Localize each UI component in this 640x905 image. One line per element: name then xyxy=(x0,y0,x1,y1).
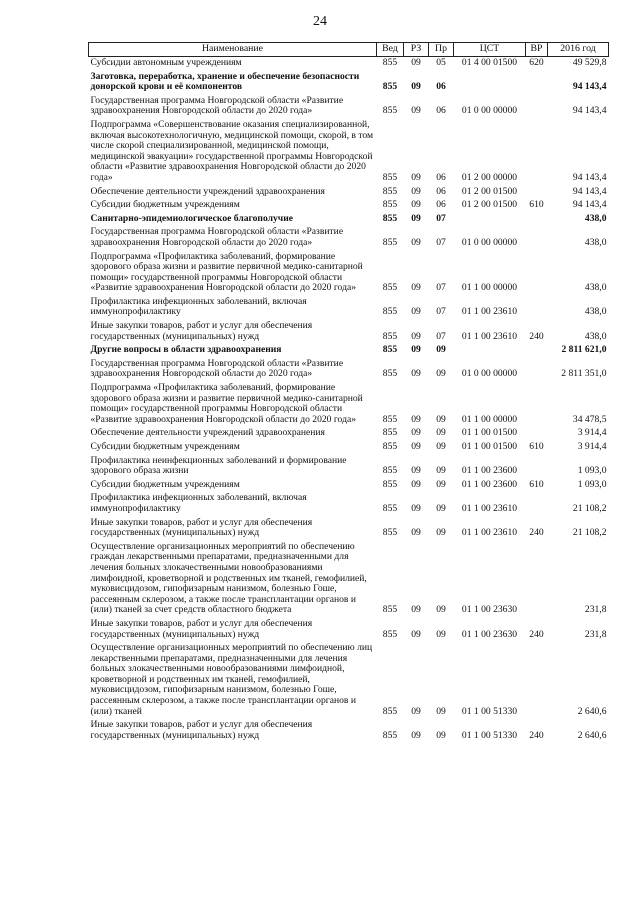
row-rz: 09 xyxy=(411,465,421,477)
table-row xyxy=(89,479,609,493)
row-pr: 07 xyxy=(436,306,446,318)
row-rz: 09 xyxy=(411,344,421,356)
row-cst: 01 1 00 23600 xyxy=(461,478,518,490)
row-name: Заготовка, переработка, хранение и обеспечение безопасности донорской крови и её компонентов xyxy=(90,70,360,93)
row-amount: 438,0 xyxy=(584,236,607,248)
row-pr: 07 xyxy=(436,212,446,224)
row-ved: 855 xyxy=(382,604,398,616)
row-ved: 855 xyxy=(382,57,398,68)
row-pr: 09 xyxy=(436,705,446,717)
row-ved: 855 xyxy=(382,171,398,183)
row-cst: 01 1 00 23600 xyxy=(461,465,518,477)
table-row xyxy=(89,186,609,200)
column-header-cst: ЦСТ xyxy=(454,43,526,57)
table-row xyxy=(89,57,609,71)
row-cst: 01 0 00 00000 xyxy=(461,236,518,248)
row-vr xyxy=(526,382,548,427)
row-ved: 855 xyxy=(382,705,398,717)
row-vr xyxy=(526,226,548,250)
row-cst: 01 1 00 23630 xyxy=(461,604,518,616)
row-rz: 09 xyxy=(411,171,421,183)
row-ved: 855 xyxy=(382,441,398,452)
row-rz: 09 xyxy=(411,527,421,539)
row-vr xyxy=(526,296,548,320)
row-pr: 06 xyxy=(436,199,446,211)
row-cst: 01 1 00 00000 xyxy=(461,282,518,294)
row-pr: 09 xyxy=(436,604,446,616)
row-vr xyxy=(526,455,548,479)
table-row xyxy=(89,320,609,344)
row-ved: 855 xyxy=(382,282,398,294)
row-amount: 94 143,4 xyxy=(572,81,607,93)
row-amount: 438,0 xyxy=(584,330,607,342)
row-pr: 09 xyxy=(436,441,446,452)
row-vr xyxy=(526,119,548,186)
row-pr: 06 xyxy=(436,171,446,183)
column-header-rz: РЗ xyxy=(404,43,429,57)
row-amount: 94 143,4 xyxy=(572,185,607,197)
row-amount: 2 811 621,0 xyxy=(561,344,607,356)
row-pr: 09 xyxy=(436,427,446,439)
table-row xyxy=(89,517,609,541)
row-pr: 09 xyxy=(436,344,446,356)
row-rz: 09 xyxy=(411,729,421,741)
row-ved: 855 xyxy=(382,368,398,380)
row-ved: 855 xyxy=(382,199,398,211)
row-amount: 2 811 351,0 xyxy=(561,368,607,380)
row-vr: 610 xyxy=(529,199,544,211)
row-rz: 09 xyxy=(411,236,421,248)
row-cst: 01 4 00 01500 xyxy=(461,57,518,68)
row-ved: 855 xyxy=(382,185,398,197)
row-ved: 855 xyxy=(382,427,398,439)
row-cst: 01 1 00 23630 xyxy=(461,628,518,640)
row-ved: 855 xyxy=(382,330,398,342)
row-name: Осуществление организационных мероприятий по обеспечению граждан лекарственными препаратами, предназначенными для лечения больных злокачественными новообразованиями лимфоидной, кроветворной и родственных им тканей, гемофилией, муковисцидозом, гипофизарным нанизмом, болезнью Гоше, рассеянным склерозом, а также после трансплантации органов и (или) тканей за счет средств областного бюджета xyxy=(90,540,367,616)
row-rz: 09 xyxy=(411,81,421,93)
table-row xyxy=(89,455,609,479)
row-cst: 01 1 00 23610 xyxy=(461,502,518,514)
row-amount: 438,0 xyxy=(584,306,607,318)
row-pr: 09 xyxy=(436,502,446,514)
row-name: Подпрограмма «Профилактика заболеваний, формирование здорового образа жизни и развитие первичной медико-санитарной помощи» государственной программы Новгородской области «Развитие здравоохранения Новгородской области до 2020 года» xyxy=(90,250,363,294)
row-ved: 855 xyxy=(382,527,398,539)
row-vr xyxy=(526,492,548,516)
row-amount: 1 093,0 xyxy=(577,465,607,477)
row-name: Иные закупки товаров, работ и услуг для обеспечения государственных (муниципальных) нужд xyxy=(90,617,313,640)
row-name: Государственная программа Новгородской области «Развитие здравоохранения Новгородской области до 2020 года» xyxy=(90,226,344,248)
row-rz: 09 xyxy=(411,330,421,342)
table-row xyxy=(89,199,609,213)
row-amount: 438,0 xyxy=(584,282,607,294)
row-name: Иные закупки товаров, работ и услуг для обеспечения государственных (муниципальных) нужд xyxy=(90,719,313,741)
row-amount: 231,8 xyxy=(584,628,607,640)
row-ved: 855 xyxy=(382,413,398,425)
row-name: Иные закупки товаров, работ и услуг для обеспечения государственных (муниципальных) нужд xyxy=(90,516,313,539)
row-rz: 09 xyxy=(411,57,421,68)
row-name: Другие вопросы в области здравоохранения xyxy=(90,344,282,356)
row-cst xyxy=(454,213,526,227)
row-rz: 09 xyxy=(411,413,421,425)
row-name: Субсидии автономным учреждениям xyxy=(90,57,242,68)
row-amount: 2 640,6 xyxy=(577,705,607,717)
row-vr: 610 xyxy=(529,441,544,452)
row-amount: 438,0 xyxy=(584,212,607,224)
row-amount: 3 914,4 xyxy=(577,441,607,452)
table-row xyxy=(89,618,609,642)
row-ved: 855 xyxy=(382,729,398,741)
row-rz: 09 xyxy=(411,368,421,380)
row-vr: 240 xyxy=(529,330,544,342)
row-vr xyxy=(526,71,548,95)
row-rz: 09 xyxy=(411,628,421,640)
row-vr xyxy=(526,642,548,719)
table-row xyxy=(89,71,609,95)
row-vr xyxy=(526,213,548,227)
table-row xyxy=(89,358,609,382)
row-pr: 06 xyxy=(436,185,446,197)
row-name: Профилактика инфекционных заболеваний, включая иммунопрофилактику xyxy=(90,492,307,514)
table-row xyxy=(89,441,609,455)
row-vr xyxy=(526,358,548,382)
row-name: Обеспечение деятельности учреждений здравоохранения xyxy=(90,427,325,439)
row-cst xyxy=(454,71,526,95)
row-pr: 09 xyxy=(436,413,446,425)
row-rz: 09 xyxy=(411,212,421,224)
table-row xyxy=(89,492,609,516)
row-cst: 01 0 00 00000 xyxy=(461,105,518,117)
row-ved: 855 xyxy=(382,478,398,490)
row-rz: 09 xyxy=(411,705,421,717)
row-rz: 09 xyxy=(411,105,421,117)
row-ved: 855 xyxy=(382,465,398,477)
table-row xyxy=(89,541,609,618)
row-amount: 3 914,4 xyxy=(577,427,607,439)
row-cst: 01 1 00 51330 xyxy=(461,729,518,741)
row-amount: 21 108,2 xyxy=(572,502,607,514)
row-name: Обеспечение деятельности учреждений здравоохранения xyxy=(90,185,325,197)
row-name: Субсидии бюджетным учреждениям xyxy=(90,441,240,452)
row-vr: 240 xyxy=(529,527,544,539)
row-ved: 855 xyxy=(382,81,398,93)
row-name: Подпрограмма «Совершенствование оказания специализированной, включая высокотехнологичную, медицинской помощи, скорой, в том числе скорой специализированной, медицинской помощи, медицинской эвакуации» государственной программы Новгородской области «Развитие здравоохранения Новгородской области до 2020 года» xyxy=(90,118,374,183)
row-rz: 09 xyxy=(411,604,421,616)
row-name: Государственная программа Новгородской области «Развитие здравоохранения Новгородской области до 2020 года» xyxy=(90,94,344,117)
row-ved: 855 xyxy=(382,502,398,514)
row-rz: 09 xyxy=(411,282,421,294)
table-row xyxy=(89,382,609,427)
row-vr: 240 xyxy=(529,628,544,640)
row-cst: 01 1 00 23610 xyxy=(461,527,518,539)
column-header-name: Наименование xyxy=(89,43,377,57)
row-ved: 855 xyxy=(382,628,398,640)
row-name: Подпрограмма «Профилактика заболеваний, формирование здорового образа жизни и развитие первичной медико-санитарной помощи» государственной программы Новгородской области «Развитие здравоохранения Новгородской области до 2020 года» xyxy=(90,382,363,425)
row-pr: 07 xyxy=(436,236,446,248)
table-row xyxy=(89,719,609,743)
row-amount: 94 143,4 xyxy=(572,171,607,183)
row-vr xyxy=(526,95,548,119)
row-amount: 94 143,4 xyxy=(572,199,607,211)
row-pr: 09 xyxy=(436,478,446,490)
row-name: Профилактика неинфекционных заболеваний и формирование здорового образа жизни xyxy=(90,454,347,477)
row-cst: 01 2 00 01500 xyxy=(461,185,518,197)
row-pr: 07 xyxy=(436,282,446,294)
row-cst: 01 1 00 23610 xyxy=(461,306,518,318)
row-name: Иные закупки товаров, работ и услуг для обеспечения государственных (муниципальных) нужд xyxy=(90,320,313,342)
row-ved: 855 xyxy=(382,344,398,356)
row-pr: 05 xyxy=(436,57,446,68)
row-name: Субсидии бюджетным учреждениям xyxy=(90,199,240,211)
table-row xyxy=(89,427,609,441)
column-header-year: 2016 год xyxy=(548,43,609,57)
row-amount: 21 108,2 xyxy=(572,527,607,539)
table-row xyxy=(89,296,609,320)
table-row xyxy=(89,642,609,719)
row-ved: 855 xyxy=(382,236,398,248)
row-rz: 09 xyxy=(411,306,421,318)
table-row xyxy=(89,226,609,250)
row-pr: 09 xyxy=(436,368,446,380)
row-pr: 09 xyxy=(436,729,446,741)
row-cst: 01 0 00 00000 xyxy=(461,368,518,380)
row-vr xyxy=(526,427,548,441)
row-vr: 620 xyxy=(529,57,544,68)
row-name: Санитарно-эпидемиологическое благополучие xyxy=(90,212,293,224)
row-name: Субсидии бюджетным учреждениям xyxy=(90,478,240,490)
row-pr: 09 xyxy=(436,628,446,640)
row-cst: 01 1 00 01500 xyxy=(461,427,518,439)
row-amount: 34 478,5 xyxy=(572,413,607,425)
row-amount: 49 529,8 xyxy=(572,57,607,68)
row-rz: 09 xyxy=(411,441,421,452)
table-body xyxy=(89,57,609,744)
row-name: Профилактика инфекционных заболеваний, включая иммунопрофилактику xyxy=(90,295,307,318)
row-pr: 06 xyxy=(436,105,446,117)
row-amount: 2 640,6 xyxy=(577,729,607,741)
row-pr: 09 xyxy=(436,527,446,539)
row-cst xyxy=(454,344,526,358)
row-ved: 855 xyxy=(382,212,398,224)
row-vr: 240 xyxy=(529,729,544,741)
table-header-row xyxy=(89,43,609,57)
row-vr xyxy=(526,541,548,618)
row-rz: 09 xyxy=(411,199,421,211)
row-rz: 09 xyxy=(411,427,421,439)
row-vr: 610 xyxy=(529,478,544,490)
row-cst: 01 1 00 23610 xyxy=(461,330,518,342)
row-cst: 01 1 00 01500 xyxy=(461,441,518,452)
column-header-ved: Вед xyxy=(377,43,404,57)
budget-table xyxy=(88,42,609,743)
table-row xyxy=(89,95,609,119)
row-pr: 06 xyxy=(436,81,446,93)
row-cst: 01 1 00 51330 xyxy=(461,705,518,717)
row-cst: 01 1 00 00000 xyxy=(461,413,518,425)
table-row xyxy=(89,213,609,227)
table-row xyxy=(89,251,609,296)
row-vr xyxy=(526,344,548,358)
row-amount: 231,8 xyxy=(584,604,607,616)
column-header-pr: Пр xyxy=(429,43,454,57)
table-row xyxy=(89,344,609,358)
row-rz: 09 xyxy=(411,185,421,197)
table-row xyxy=(89,119,609,186)
page-number: 24 xyxy=(313,14,327,29)
row-pr: 09 xyxy=(436,465,446,477)
row-ved: 855 xyxy=(382,306,398,318)
row-cst: 01 2 00 00000 xyxy=(461,171,518,183)
row-vr xyxy=(526,186,548,200)
row-pr: 07 xyxy=(436,330,446,342)
row-cst: 01 2 00 01500 xyxy=(461,199,518,211)
row-vr xyxy=(526,251,548,296)
row-rz: 09 xyxy=(411,478,421,490)
row-amount: 1 093,0 xyxy=(577,478,607,490)
row-amount: 94 143,4 xyxy=(572,105,607,117)
row-ved: 855 xyxy=(382,105,398,117)
column-header-vr: ВР xyxy=(526,43,548,57)
row-name: Государственная программа Новгородской области «Развитие здравоохранения Новгородской области до 2020 года» xyxy=(90,357,344,380)
row-name: Осуществление организационных мероприятий по обеспечению лиц лекарственными препаратами, предназначенными для лечения больных злокачественными новообразованиями лимфоидной, кроветворной и родственных им тканей, гемофилией, муковисцидозом, гипофизарным нанизмом, болезнью Гоше, рассеянным склерозом, а также после трансплантации органов и (или) тканей xyxy=(90,642,373,717)
row-rz: 09 xyxy=(411,502,421,514)
